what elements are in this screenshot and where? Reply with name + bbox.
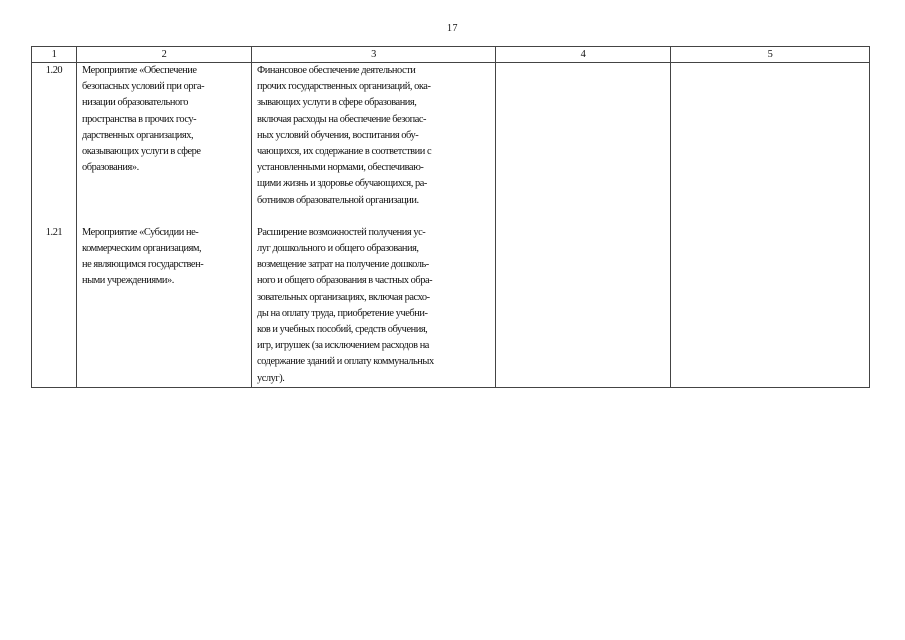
row-number: 1.20 — [32, 63, 77, 209]
text-line: возмещение затрат на получение дошколь- — [257, 259, 429, 271]
text-line: безопасных условий при орга- — [82, 81, 205, 93]
column-header-3: 3 — [252, 47, 496, 63]
text-line: не являющимся государствен- — [82, 259, 204, 271]
text-line: Мероприятие «Обеспечение — [82, 65, 197, 76]
text-line: ков и учебных пособий, средств обучения, — [257, 324, 428, 336]
text-line: ными учреждениями». — [82, 275, 174, 287]
text-line: зовательных организациях, включая расхо- — [257, 291, 430, 303]
text-line: луг дошкольного и общего образования, — [257, 243, 419, 255]
text-line: оказывающих услуги в сфере — [82, 146, 201, 158]
text-line: установленными нормами, обеспечиваю- — [257, 162, 424, 174]
measure-description — [252, 63, 496, 209]
column-header-5: 5 — [671, 47, 870, 63]
table-header-row — [32, 47, 870, 63]
text-line: содержание зданий и оплату коммунальных — [257, 356, 434, 368]
measure-name — [77, 63, 252, 209]
table-row — [32, 225, 870, 388]
text-line: услуг). — [257, 372, 285, 384]
text-line: ных условий обучения, воспитания обу- — [257, 129, 419, 141]
text-line: чающихся, их содержание в соответствии с — [257, 146, 432, 158]
text-line: пространства в прочих госу- — [82, 113, 197, 125]
measures-table — [31, 46, 870, 388]
text-line: образования». — [82, 162, 139, 174]
row-spacer — [32, 209, 870, 225]
text-line: ды на оплату труда, приобретение учебни- — [257, 307, 428, 319]
column-4-cell — [496, 225, 671, 388]
column-5-cell — [671, 63, 870, 209]
text-line: Финансовое обеспечение деятельности — [257, 65, 416, 76]
table-row — [32, 63, 870, 209]
row-number: 1.21 — [32, 225, 77, 388]
text-line: игр, игрушек (за исключением расходов на — [257, 340, 429, 352]
text-line: дарственных организациях, — [82, 129, 194, 141]
text-line: прочих государственных организаций, ока- — [257, 81, 431, 93]
text-line: зывающих услуги в сфере образования, — [257, 97, 417, 109]
page-number: 17 — [447, 23, 458, 34]
column-header-2: 2 — [77, 47, 252, 63]
column-5-cell — [671, 225, 870, 388]
text-line: коммерческим организациям, — [82, 243, 202, 255]
text-line: Мероприятие «Субсидии не- — [82, 226, 199, 238]
text-line: ботников образовательной организации. — [257, 194, 419, 206]
column-4-cell — [496, 63, 671, 209]
text-line: низации образовательного — [82, 97, 188, 109]
text-line: ного и общего образования в частных обра- — [257, 275, 433, 287]
measure-name — [77, 225, 252, 388]
text-line: щими жизнь и здоровье обучающихся, ра- — [257, 178, 427, 190]
text-line: Расширение возможностей получения ус- — [257, 226, 426, 238]
measure-description — [252, 225, 496, 388]
text-line: включая расходы на обеспечение безопас- — [257, 113, 427, 125]
column-header-1: 1 — [32, 47, 77, 63]
column-header-4: 4 — [496, 47, 671, 63]
